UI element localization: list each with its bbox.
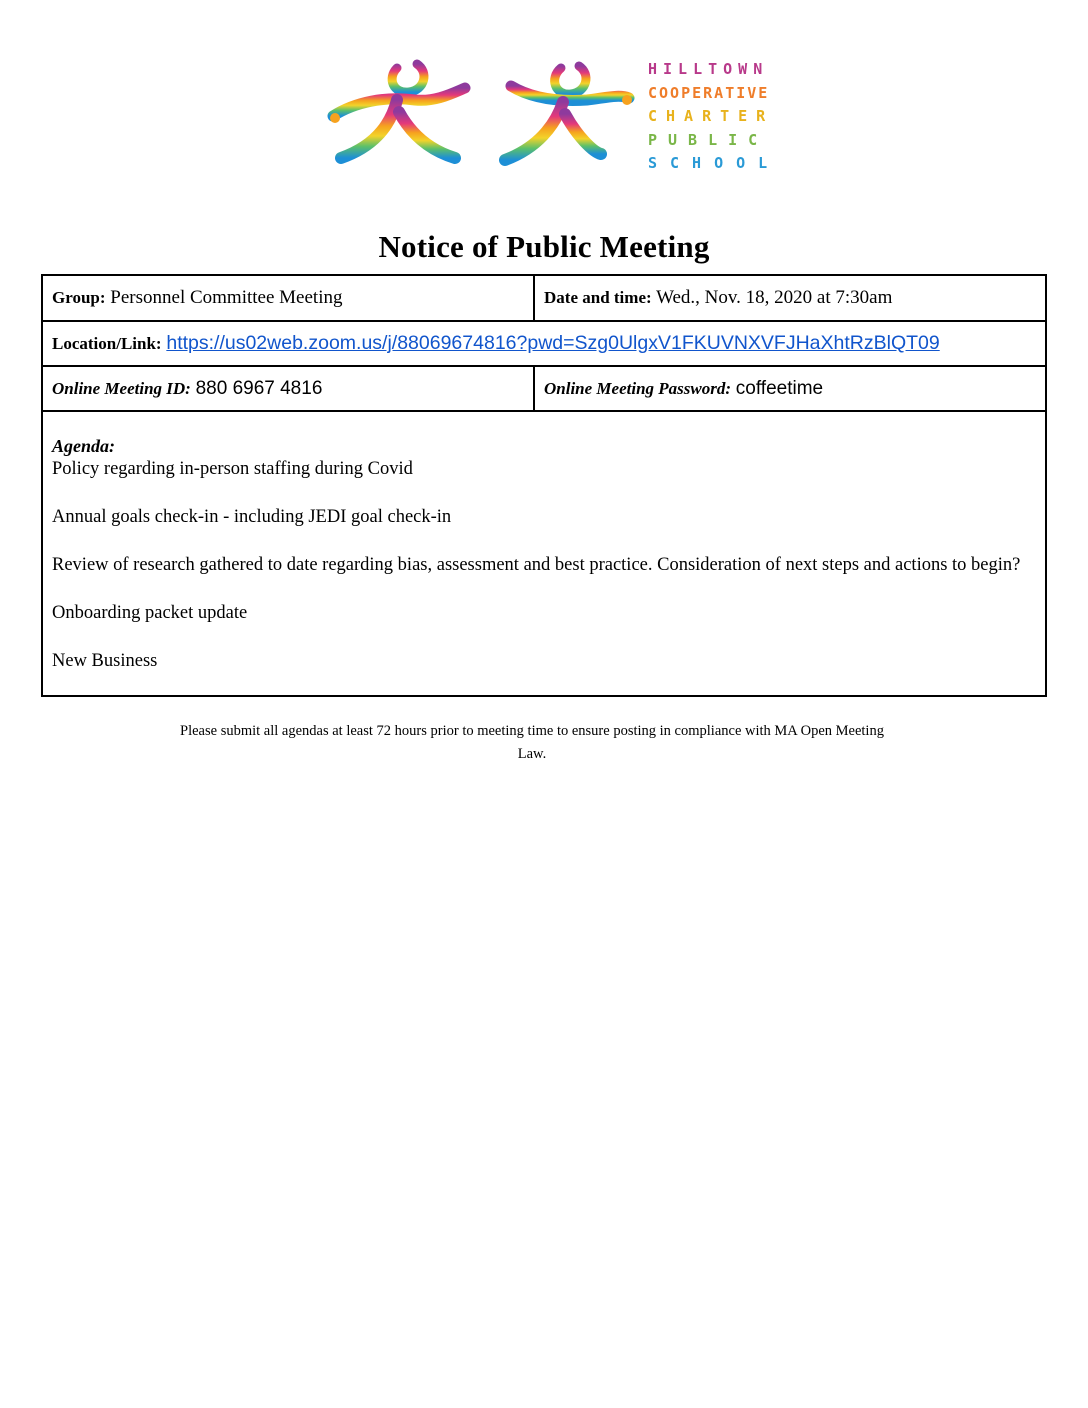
agenda-item: Policy regarding in-person staffing during Covid [52,458,413,479]
footer-line: Please submit all agendas at least 72 hours prior to meeting time to ensure posting in compliance with MA Open Meeting [180,723,884,739]
meeting-details-table [41,274,1047,697]
meeting-id-cell [42,366,534,411]
footer-line: Law. [517,746,547,762]
meeting-id-label: Online Meeting ID: [52,378,191,398]
school-name-line: PUBLIC [648,130,769,149]
school-name [648,58,780,176]
school-name-line: COOPERATIVE [648,83,770,102]
agenda-cell [42,411,1046,696]
password-cell [534,366,1046,411]
location-cell [42,321,1046,366]
group-value: Personnel Committee Meeting [110,287,343,308]
datetime-value: Wed., Nov. 18, 2020 at 7:30am [656,287,893,308]
zoom-link[interactable]: https://us02web.zoom.us/j/88069674816?pwd=Szg0UlgxV1FKUVNXVFJHaXhtRzBlQT09 [166,332,940,354]
meeting-id-value: 880 6967 4816 [195,377,323,399]
group-cell [42,275,534,321]
agenda-item: Review of research gathered to date regarding bias, assessment and best practice. Consideration of next steps and actions to begin? [52,554,1021,575]
school-name-line: SCHOOL [648,154,781,172]
password-label: Online Meeting Password: [544,378,732,398]
location-label: Location/Link: [52,334,162,353]
datetime-cell [534,275,1046,321]
school-name-line: HILLTOWN [648,60,769,78]
group-label: Group: [52,288,106,307]
agenda-item: Annual goals check-in - including JEDI goal check-in [52,506,452,527]
password-value: coffeetime [735,377,824,399]
footer-note [100,720,964,766]
school-name-line: CHARTER [648,107,775,125]
agenda-item: Onboarding packet update [52,602,248,623]
school-logo [325,54,785,179]
page-title: Notice of Public Meeting [378,229,710,264]
logo-figures-icon [325,54,635,179]
agenda-item: New Business [52,650,158,671]
datetime-label: Date and time: [544,288,652,307]
agenda-title: Agenda: [52,435,115,456]
